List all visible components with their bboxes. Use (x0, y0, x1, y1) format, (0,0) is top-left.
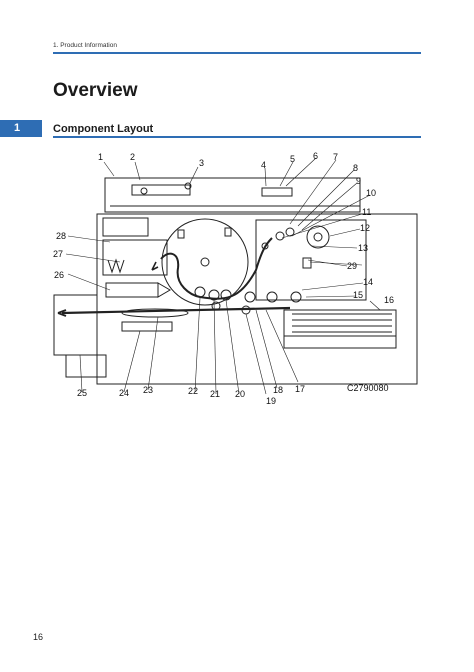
callout-3: 3 (199, 158, 205, 168)
callout-24: 24 (119, 388, 130, 398)
callout-29: 29 (347, 261, 358, 271)
figure-code: C2790080 (347, 383, 389, 393)
callout-15: 15 (353, 290, 364, 300)
page-number: 16 (33, 632, 44, 642)
callout-6: 6 (313, 151, 319, 161)
callout-19: 19 (266, 396, 277, 406)
callout-21: 21 (210, 389, 221, 399)
callout-17: 17 (295, 384, 306, 394)
section-rule (53, 136, 421, 138)
component-layout-diagram (40, 150, 440, 420)
callout-5: 5 (290, 154, 296, 164)
callout-27: 27 (53, 249, 64, 259)
callout-23: 23 (143, 385, 154, 395)
page-title: Overview (53, 80, 138, 101)
callout-1: 1 (98, 152, 104, 162)
callout-26: 26 (54, 270, 65, 280)
callout-20: 20 (235, 389, 246, 399)
callout-4: 4 (261, 160, 267, 170)
callout-22: 22 (188, 386, 199, 396)
callout-9: 9 (356, 176, 362, 186)
breadcrumb: 1. Product Information (53, 42, 117, 49)
callout-12: 12 (360, 223, 371, 233)
callout-16: 16 (384, 295, 395, 305)
callout-28: 28 (56, 231, 67, 241)
callout-11: 11 (362, 207, 372, 217)
header-rule (53, 52, 421, 54)
callout-7: 7 (333, 152, 339, 162)
callout-8: 8 (353, 163, 359, 173)
callout-18: 18 (273, 385, 284, 395)
callout-25: 25 (77, 388, 88, 398)
callout-2: 2 (130, 152, 136, 162)
chapter-tab: 1 (0, 120, 42, 137)
section-heading: Component Layout (53, 123, 154, 135)
paper-tray (284, 310, 396, 348)
callout-14: 14 (363, 277, 374, 287)
callout-10: 10 (366, 188, 377, 198)
callout-13: 13 (358, 243, 369, 253)
